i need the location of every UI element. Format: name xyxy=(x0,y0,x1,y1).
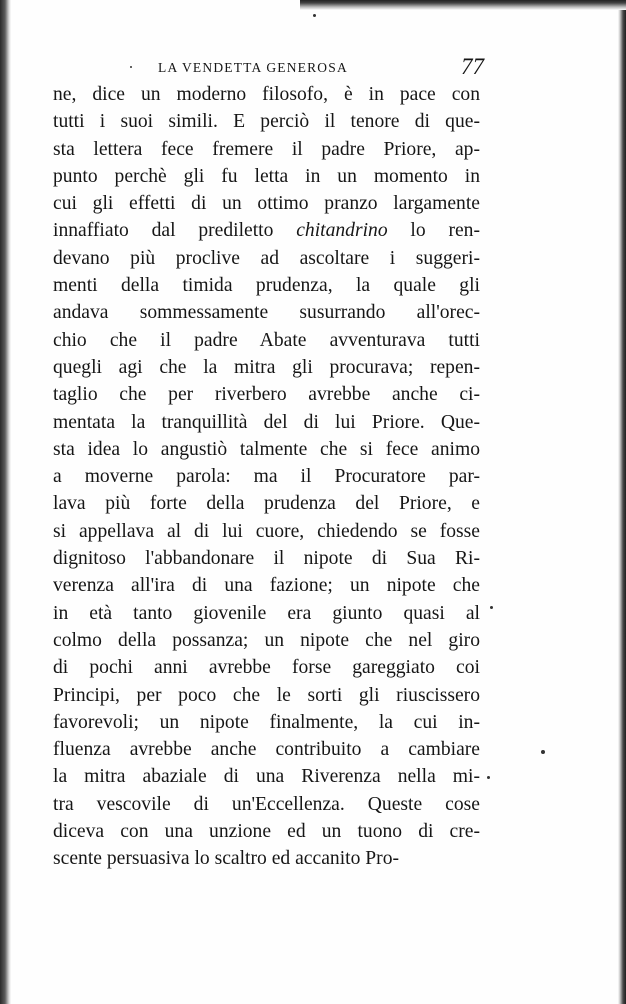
text-line: quegli agi che la mitra gli procurava; repen- xyxy=(53,356,480,378)
text-line: mentata la tranquillità del di lui Priore. Que- xyxy=(53,411,480,433)
text-line: taglio che per riverbero avrebbe anche ci- xyxy=(53,384,480,406)
ink-speck xyxy=(541,750,545,754)
body-text xyxy=(53,81,480,873)
text-line: menti della timida prudenza, la quale gli xyxy=(53,275,480,297)
text-line: chio che il padre Abate avventurava tutti xyxy=(53,329,480,351)
ink-speck xyxy=(487,776,490,779)
text-line: a moverne parola: ma il Procuratore par- xyxy=(53,466,480,488)
text-line: punto perchè gli fu letta in un momento in xyxy=(53,165,480,187)
text-line: sta lettera fece fremere il padre Priore, ap- xyxy=(53,138,480,160)
text-run: innaffiato dal prediletto xyxy=(53,220,297,242)
text-line: Principi, per poco che le sorti gli riuscissero xyxy=(53,684,480,706)
text-line: sta idea lo angustiò talmente che si fece animo xyxy=(53,438,480,460)
page-number: 77 xyxy=(461,54,484,79)
text-line xyxy=(53,217,480,244)
text-line: dignitoso l'abbandonare il nipote di Sua Ri- xyxy=(53,548,480,570)
text-line: devano più proclive ad ascoltare i suggeri- xyxy=(53,247,480,269)
text-line: diceva con una unzione ed un tuono di cre- xyxy=(53,821,480,843)
text-line: verenza all'ira di una fazione; un nipote che xyxy=(53,575,480,597)
text-line: tutti i suoi simili. E perciò il tenore di que- xyxy=(53,111,480,133)
page-edge-top xyxy=(300,0,626,10)
text-run: lo ren- xyxy=(387,220,480,242)
text-line: fluenza avrebbe anche contribuito a cambiare xyxy=(53,739,480,761)
ink-speck xyxy=(313,14,316,17)
text-line: la mitra abaziale di una Riverenza nella mi- xyxy=(53,766,480,788)
text-line: scente persuasiva lo scaltro ed accanito Pro- xyxy=(53,848,400,870)
ink-speck xyxy=(490,606,493,609)
page-edge-left xyxy=(0,0,11,1004)
text-line: si appellava al di lui cuore, chiedendo se fosse xyxy=(53,520,480,542)
text-line: in età tanto giovenile era giunto quasi al xyxy=(53,602,480,624)
text-line: di pochi anni avrebbe forse gareggiato coi xyxy=(53,657,480,679)
running-title: LA VENDETTA GENEROSA xyxy=(158,60,348,75)
text-line: andava sommessamente susurrando all'orec- xyxy=(53,302,480,324)
text-line: ne, dice un moderno filosofo, è in pace con xyxy=(53,84,480,105)
italic-term: chitandrino xyxy=(296,220,388,242)
text-line: lava più forte della prudenza del Priore, e xyxy=(53,493,480,515)
text-line: cui gli effetti di un ottimo pranzo largamente xyxy=(53,193,480,215)
text-line: colmo della possanza; un nipote che nel giro xyxy=(53,629,480,651)
page-edge-right xyxy=(618,0,626,1004)
text-line: tra vescovile di un'Eccellenza. Queste cose xyxy=(53,793,480,815)
text-line: favorevoli; un nipote finalmente, la cui in- xyxy=(53,711,480,733)
